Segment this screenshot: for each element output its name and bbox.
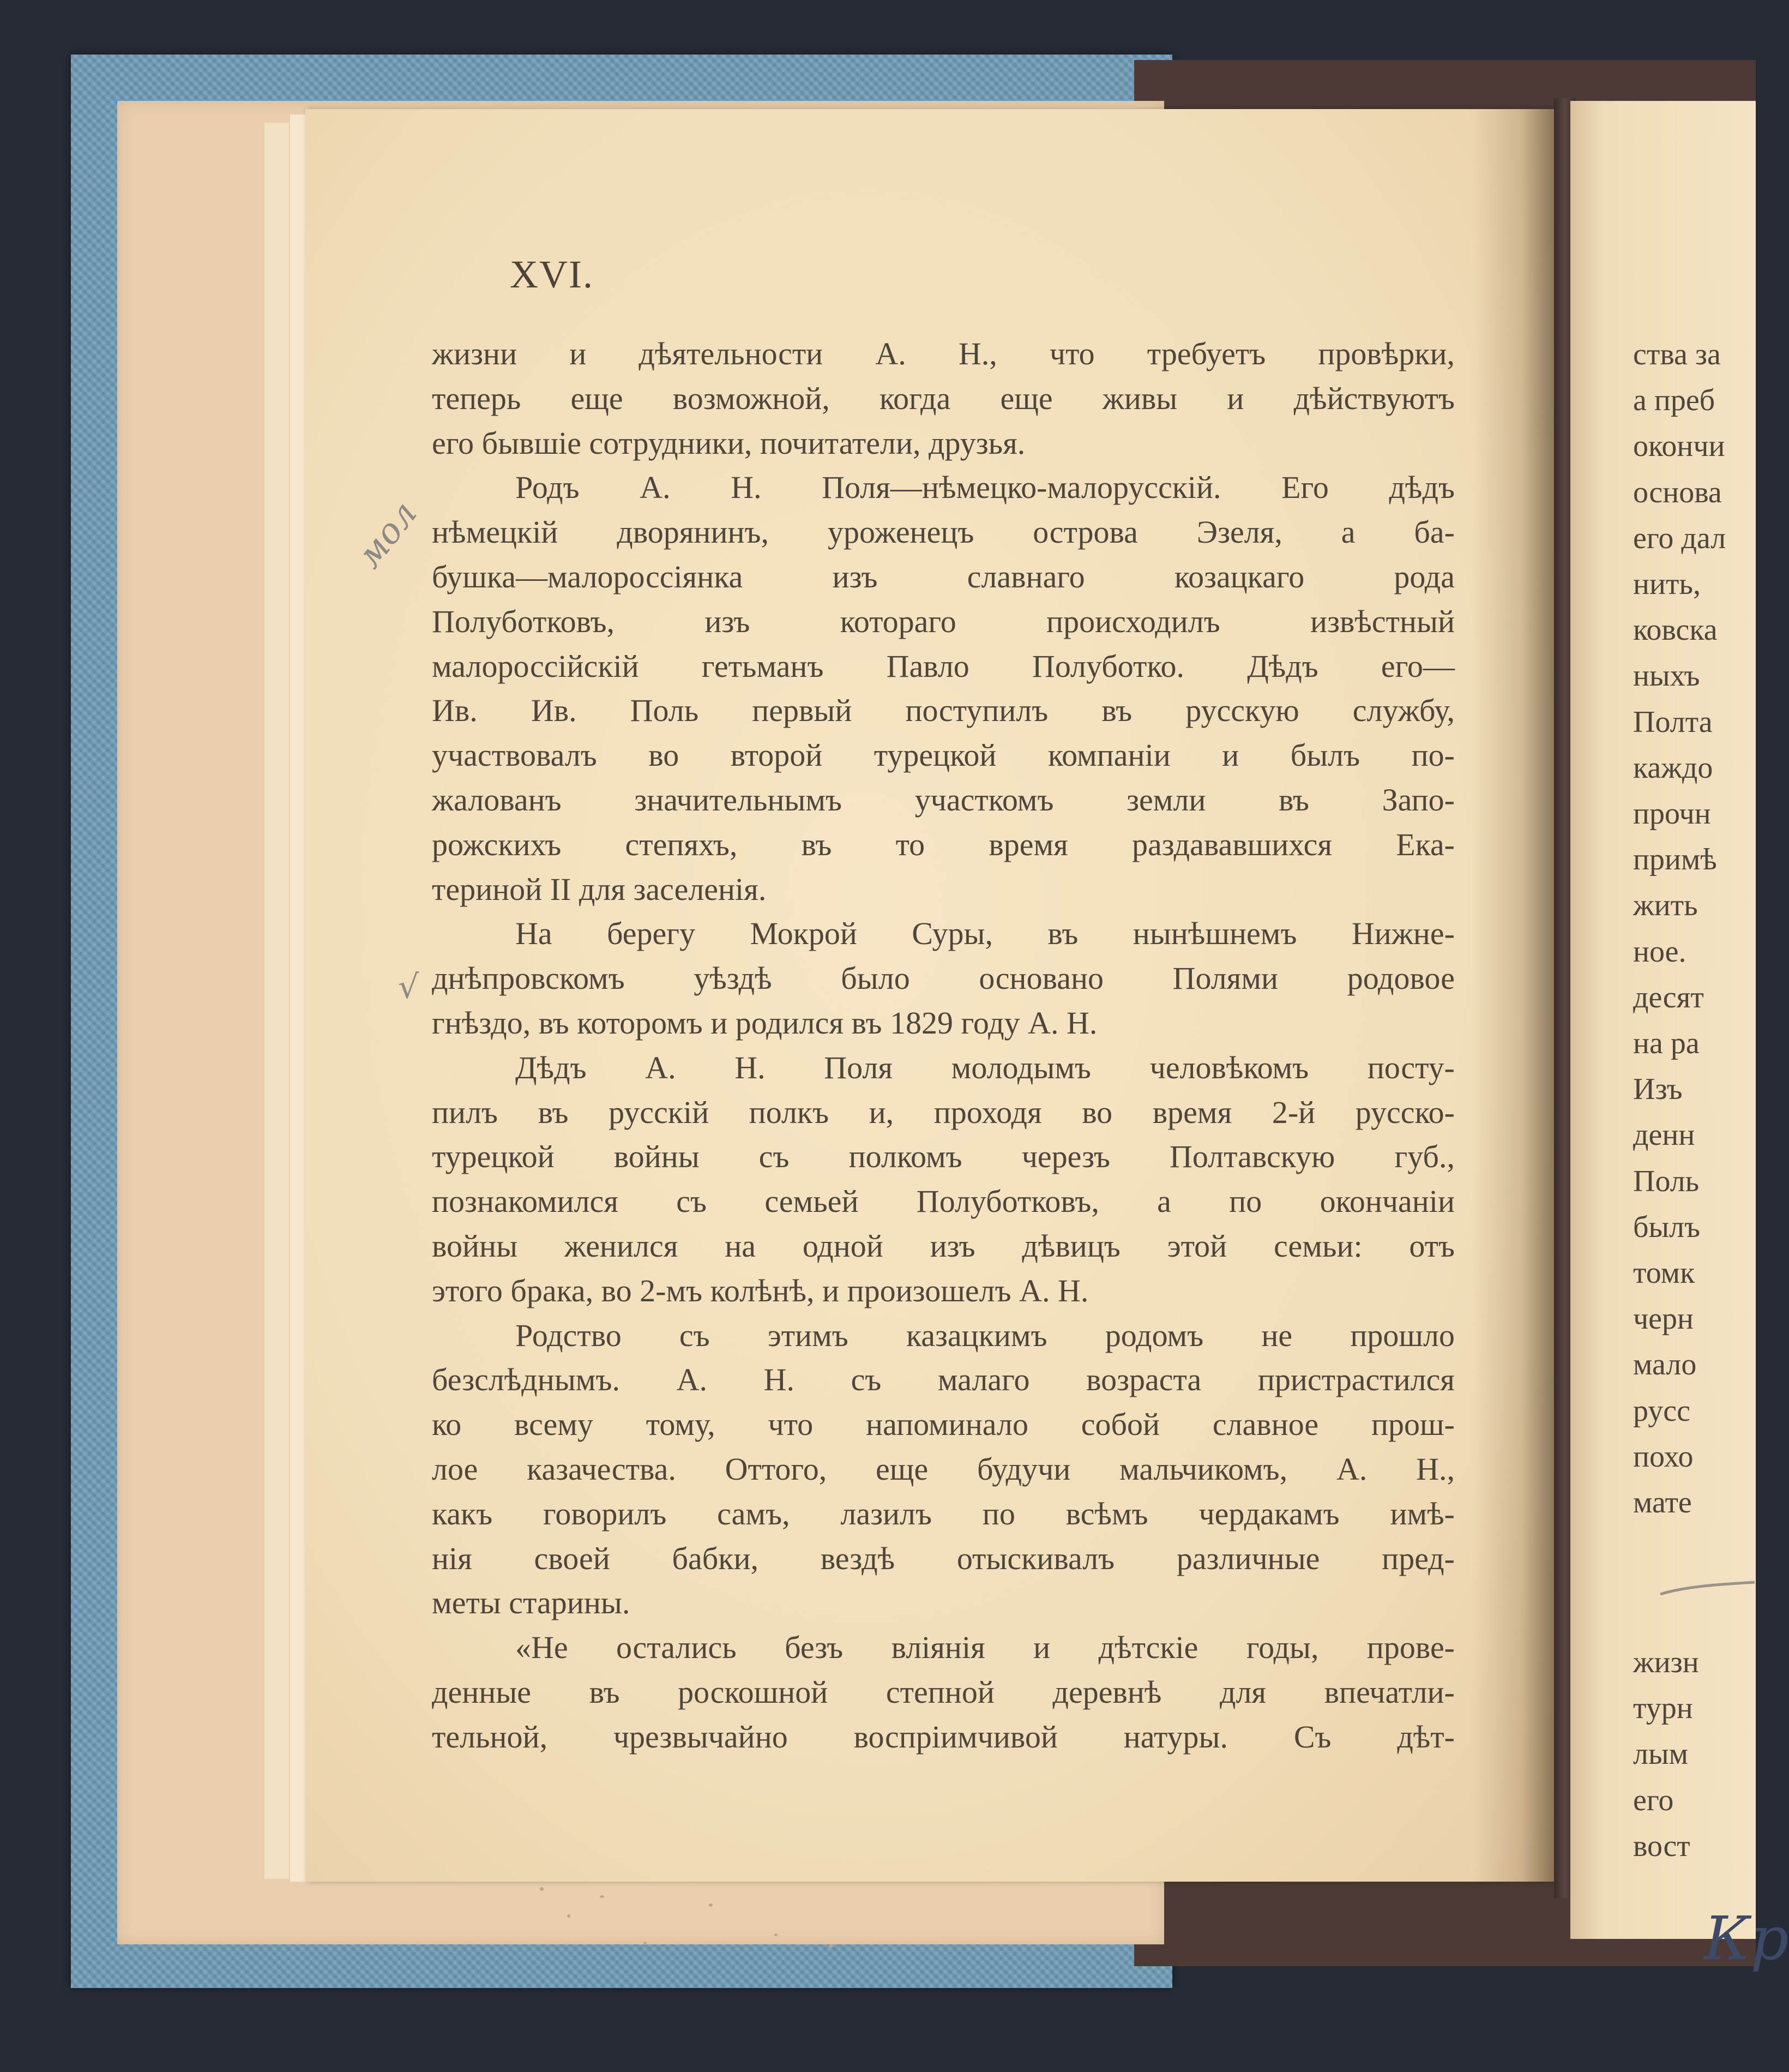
text-line: основа [1633, 475, 1722, 509]
text-line: участвовалъ во второй турецкой компаніи и былъ по- [432, 737, 1455, 773]
text-line: териной II для заселенія. [432, 871, 767, 907]
checkmark: √ [398, 968, 419, 1006]
text-line: гнѣздо, въ которомъ и родился въ 1829 году А. Н. [432, 1005, 1098, 1041]
text-line: окончи [1633, 429, 1725, 464]
text-line: на ра [1633, 1026, 1700, 1060]
paper-speck [709, 1903, 713, 1907]
text-line: рожскихъ степяхъ, въ то время раздававшихся Ека- [432, 826, 1455, 862]
text-line: Ив. Ив. Поль первый поступилъ въ русскую службу, [432, 693, 1455, 729]
text-line: ства за [1633, 338, 1721, 371]
text-line: какъ говорилъ самъ, лазилъ по всѣмъ чердакамъ имѣ- [432, 1496, 1455, 1532]
text-line: черн [1633, 1302, 1694, 1336]
page-number: XVI. [510, 253, 594, 296]
text-line: безслѣднымъ. А. Н. съ малаго возраста пристрастился [432, 1362, 1455, 1398]
text-line: тельной, чрезвычайно воспріимчивой натуры. Съ дѣт- [432, 1719, 1455, 1755]
paper-speck [567, 1914, 570, 1918]
text-line: похо [1633, 1439, 1694, 1474]
text-line: Родъ А. Н. Поля—нѣмецко-малорусскій. Его дѣдъ [515, 470, 1455, 506]
text-line: денные въ роскошной степной деревнѣ для впечатли- [432, 1674, 1455, 1710]
text-line: жить [1633, 888, 1698, 923]
text-line: его дал [1633, 521, 1726, 555]
text-line: бушка—малороссіянка изъ славнаго козацкаго рода [432, 559, 1455, 594]
paper-speck [600, 1895, 604, 1898]
text-line: турецкой войны съ полкомъ черезъ Полтавскую губ., [432, 1139, 1455, 1175]
text-line: Изъ [1633, 1072, 1683, 1107]
text-line: нѣмецкій дворянинъ, уроженецъ острова Эзеля, а ба- [432, 514, 1455, 550]
text-line: денн [1633, 1118, 1695, 1152]
text-line: ковска [1633, 613, 1718, 647]
paper-speck [643, 1942, 647, 1945]
text-line: лым [1633, 1737, 1689, 1771]
text-line: лое казачества. Оттого, еще будучи мальчикомъ, А. Н., [432, 1451, 1455, 1487]
paper-speck [774, 1933, 778, 1936]
text-line: ко всему тому, что напоминало собой славное прош- [432, 1407, 1455, 1443]
text-line: каждо [1633, 750, 1713, 785]
text-line: прочн [1633, 797, 1711, 831]
text-line: малороссійскій гетьманъ Павло Полуботко. Дѣдъ его— [432, 648, 1455, 684]
gutter-shadow [1472, 109, 1554, 1882]
text-line: его [1633, 1783, 1674, 1817]
text-line: мало [1633, 1348, 1697, 1382]
text-line: пилъ въ русскій полкъ и, проходя во время 2-й русско- [432, 1094, 1455, 1130]
text-line: ныхъ [1633, 659, 1700, 693]
text-line: Дѣдъ А. Н. Поля молодымъ человѣкомъ посту- [515, 1049, 1455, 1085]
text-line: этого брака, во 2-мъ колѣнѣ, и произошелъ А. Н. [432, 1272, 1089, 1308]
text-line: десят [1633, 980, 1704, 1014]
pencil-stroke [1658, 1579, 1756, 1601]
text-line: войны женился на одной изъ дѣвицъ этой семьи: отъ [432, 1228, 1455, 1264]
margin-scribble: мол [349, 494, 425, 576]
text-line: русс [1633, 1394, 1690, 1428]
text-line: примѣ [1633, 843, 1717, 877]
text-line: вост [1633, 1829, 1690, 1863]
text-line: На берегу Мокрой Суры, въ нынѣшнемъ Нижне- [515, 916, 1455, 952]
text-line: Родство съ этимъ казацкимъ родомъ не прошло [515, 1317, 1455, 1353]
text-line: былъ [1633, 1210, 1701, 1244]
text-line: теперь еще возможной, когда еще живы и дѣйствуютъ [432, 380, 1455, 416]
text-line: жизни и дѣятельности А. Н., что требуетъ провѣрки, [432, 336, 1455, 371]
text-line: турн [1633, 1691, 1693, 1726]
text-line: «Не остались безъ вліянія и дѣтскіе годы, прове- [515, 1630, 1455, 1666]
text-line: нія своей бабки, вездѣ отыскивалъ различные пред- [432, 1540, 1455, 1576]
text-line: мате [1633, 1486, 1692, 1520]
text-line: днѣпровскомъ уѣздѣ было основано Полями родовое [432, 960, 1455, 996]
text-line: а преб [1633, 383, 1715, 418]
text-line: Полуботковъ, изъ котораго происходилъ извѣстный [432, 603, 1455, 639]
text-line: Поль [1633, 1164, 1700, 1198]
text-line: жизн [1633, 1645, 1699, 1679]
text-line: жалованъ значительнымъ участкомъ земли въ Запо- [432, 782, 1455, 818]
paper-speck [540, 1887, 544, 1891]
text-line: Полта [1633, 705, 1713, 739]
text-line: томк [1633, 1256, 1695, 1290]
paper-speck [829, 1944, 833, 1948]
text-line: нить, [1633, 567, 1701, 601]
text-line: его бывшіе сотрудники, почитатели, друзья. [432, 425, 1026, 461]
text-line: ное. [1633, 934, 1686, 969]
margin-handwriting: Кр [1704, 1903, 1789, 1973]
text-line: меты старины. [432, 1585, 630, 1621]
text-line: познакомился съ семьей Полуботковъ, а по окончаніи [432, 1184, 1455, 1220]
